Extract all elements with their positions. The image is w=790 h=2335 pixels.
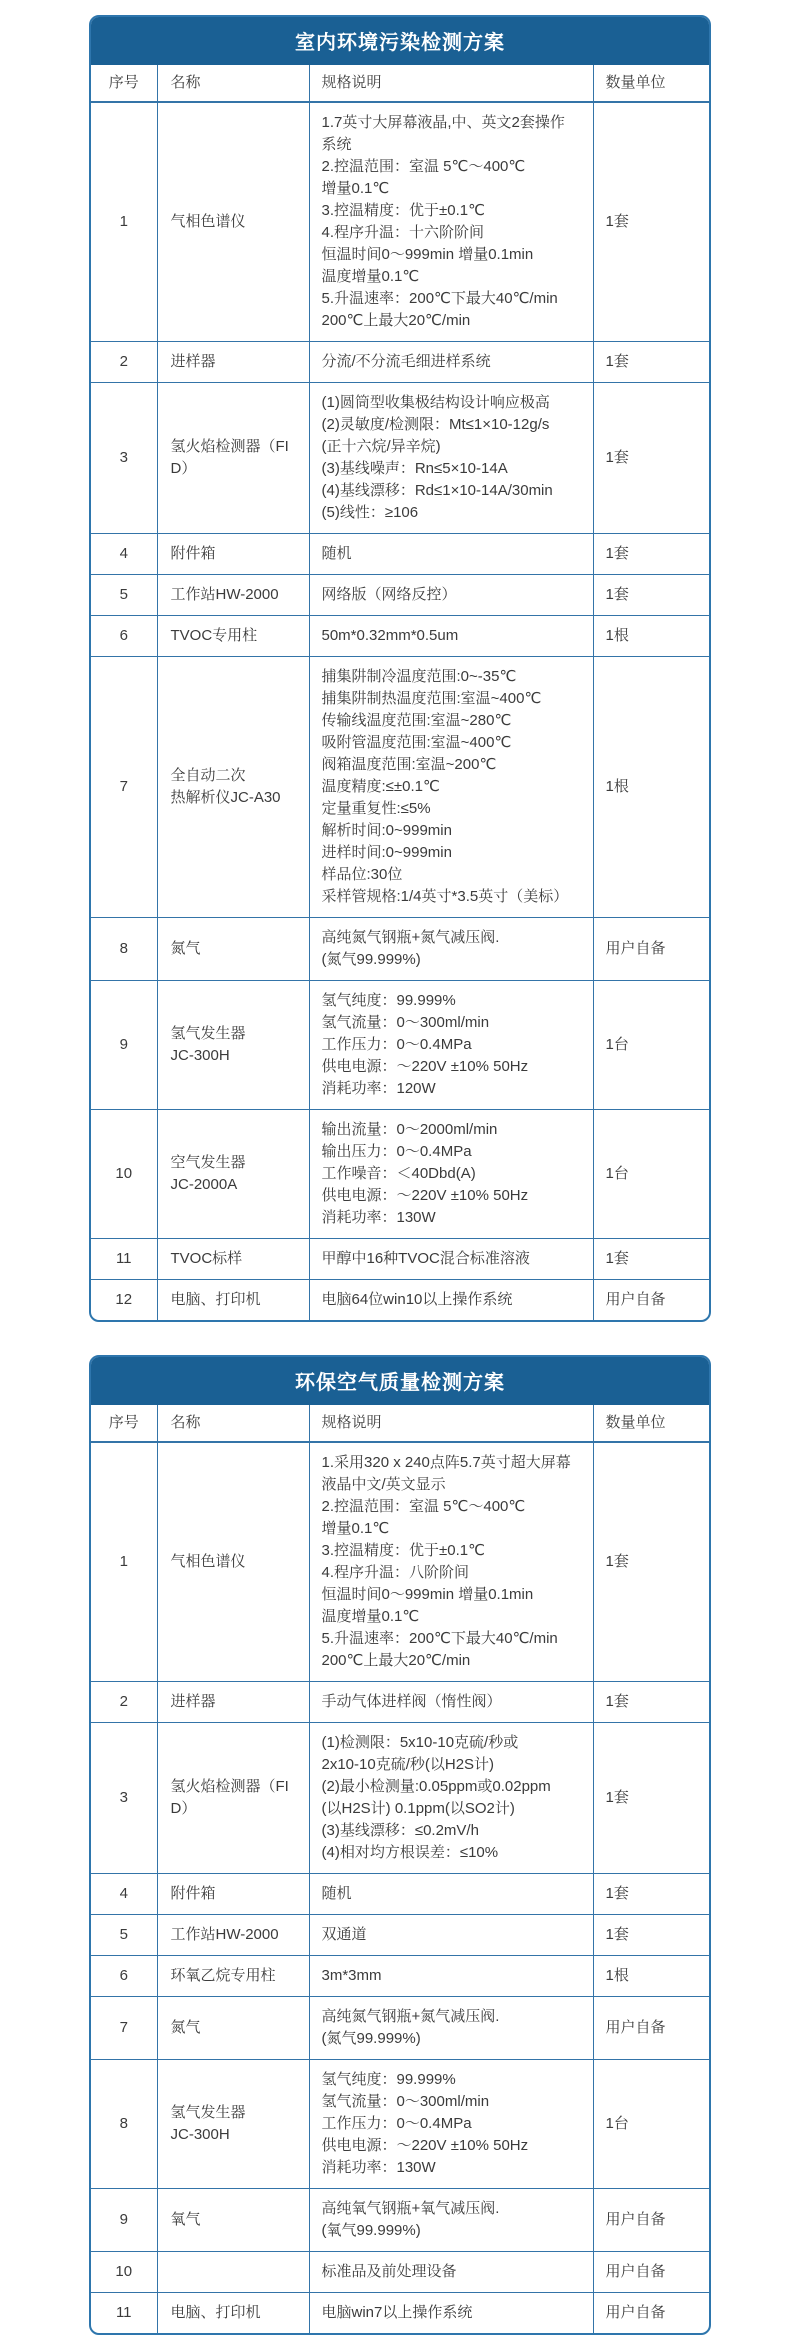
row-number: 9 (91, 981, 157, 1110)
item-spec: 50m*0.32mm*0.5um (309, 616, 593, 657)
row-number: 4 (91, 1874, 157, 1915)
item-quantity: 用户自备 (593, 1997, 709, 2060)
item-name: 氧气 (157, 2189, 309, 2252)
table-row (91, 575, 709, 616)
item-quantity: 用户自备 (593, 918, 709, 981)
item-name: 电脑、打印机 (157, 1280, 309, 1321)
column-header: 数量单位 (593, 65, 709, 102)
table-row (91, 657, 709, 918)
row-number: 8 (91, 918, 157, 981)
item-spec: 标准品及前处理设备 (309, 2252, 593, 2293)
item-spec: 高纯氮气钢瓶+氮气减压阀. (氮气99.999%) (309, 918, 593, 981)
item-name: 氮气 (157, 1997, 309, 2060)
row-number: 9 (91, 2189, 157, 2252)
item-name: TVOC专用柱 (157, 616, 309, 657)
air-quality-table-section (89, 1355, 711, 2335)
item-spec: 分流/不分流毛细进样系统 (309, 342, 593, 383)
table-row (91, 1682, 709, 1723)
header-row (91, 1405, 709, 1442)
row-number: 10 (91, 2252, 157, 2293)
item-quantity: 1套 (593, 1723, 709, 1874)
table-row (91, 981, 709, 1110)
item-name: 进样器 (157, 342, 309, 383)
item-quantity: 1根 (593, 616, 709, 657)
item-spec: 双通道 (309, 1915, 593, 1956)
table-row (91, 1110, 709, 1239)
item-name: 气相色谱仪 (157, 102, 309, 342)
table-row (91, 918, 709, 981)
item-spec: 电脑win7以上操作系统 (309, 2293, 593, 2334)
item-spec: 输出流量：0～2000ml/min 输出压力：0～0.4MPa 工作噪音：＜40Dbd(A) 供电电源：～220V ±10% 50Hz 消耗功率：130W (309, 1110, 593, 1239)
row-number: 12 (91, 1280, 157, 1321)
table-row (91, 1442, 709, 1682)
header-row (91, 65, 709, 102)
item-quantity: 1根 (593, 657, 709, 918)
row-number: 7 (91, 657, 157, 918)
item-name: 电脑、打印机 (157, 2293, 309, 2334)
row-number: 3 (91, 1723, 157, 1874)
row-number: 8 (91, 2060, 157, 2189)
row-number: 6 (91, 1956, 157, 1997)
table-title-air-quality: 环保空气质量检测方案 (91, 1357, 709, 1405)
item-spec: 3m*3mm (309, 1956, 593, 1997)
item-name: 进样器 (157, 1682, 309, 1723)
item-quantity: 1套 (593, 575, 709, 616)
item-quantity: 1套 (593, 1874, 709, 1915)
row-number: 2 (91, 1682, 157, 1723)
row-number: 1 (91, 102, 157, 342)
item-name (157, 2252, 309, 2293)
indoor-pollution-table-section (89, 15, 711, 1322)
item-spec: 手动气体进样阀（惰性阀） (309, 1682, 593, 1723)
item-spec: (1)检测限：5x10-10克硫/秒或 2x10-10克硫/秒(以H2S计) (2)最小检测量:0.05ppm或0.02ppm (以H2S计) 0.1ppm(以SO2计) (3)基线漂移：≤0.2mV/h (4)相对均方根误差：≤10% (309, 1723, 593, 1874)
item-spec: 1.7英寸大屏幕液晶,中、英文2套操作 系统 2.控温范围：室温 5℃～400℃ 增量0.1℃ 3.控温精度：优于±0.1℃ 4.程序升温：十六阶阶间 恒温时间0～999min 增量0.1min 温度增量0.1℃ 5.升温速率：200℃下最大40℃/min 200℃上最大20℃/min (309, 102, 593, 342)
table-row (91, 616, 709, 657)
column-header: 序号 (91, 65, 157, 102)
row-number: 2 (91, 342, 157, 383)
row-number: 6 (91, 616, 157, 657)
row-number: 10 (91, 1110, 157, 1239)
item-name: 空气发生器 JC-2000A (157, 1110, 309, 1239)
item-quantity: 1套 (593, 102, 709, 342)
table-row (91, 1874, 709, 1915)
item-name: 氢火焰检测器（FID） (157, 383, 309, 534)
item-quantity: 1套 (593, 1682, 709, 1723)
item-quantity: 1套 (593, 1915, 709, 1956)
item-spec: 氢气纯度：99.999% 氢气流量：0～300ml/min 工作压力：0～0.4MPa 供电电源：～220V ±10% 50Hz 消耗功率：130W (309, 2060, 593, 2189)
table-row (91, 383, 709, 534)
column-header: 数量单位 (593, 1405, 709, 1442)
table-row (91, 2189, 709, 2252)
table-title-indoor: 室内环境污染检测方案 (91, 17, 709, 65)
column-header: 名称 (157, 65, 309, 102)
item-quantity: 1台 (593, 981, 709, 1110)
item-quantity: 用户自备 (593, 2293, 709, 2334)
item-spec: 随机 (309, 534, 593, 575)
item-name: TVOC标样 (157, 1239, 309, 1280)
item-name: 全自动二次 热解析仪JC-A30 (157, 657, 309, 918)
item-name: 氢气发生器 JC-300H (157, 2060, 309, 2189)
table-row (91, 1915, 709, 1956)
table-row (91, 102, 709, 342)
column-header: 规格说明 (309, 65, 593, 102)
item-quantity: 1套 (593, 342, 709, 383)
item-name: 工作站HW-2000 (157, 575, 309, 616)
item-quantity: 1套 (593, 1239, 709, 1280)
item-quantity: 1根 (593, 1956, 709, 1997)
item-quantity: 1套 (593, 383, 709, 534)
row-number: 5 (91, 1915, 157, 1956)
row-number: 7 (91, 1997, 157, 2060)
item-spec: 网络版（网络反控） (309, 575, 593, 616)
row-number: 11 (91, 1239, 157, 1280)
item-name: 环氧乙烷专用柱 (157, 1956, 309, 1997)
row-number: 3 (91, 383, 157, 534)
table-row (91, 1239, 709, 1280)
spec-table-air-quality (91, 1405, 709, 2333)
item-name: 氢气发生器 JC-300H (157, 981, 309, 1110)
row-number: 11 (91, 2293, 157, 2334)
item-spec: 高纯氮气钢瓶+氮气减压阀. (氮气99.999%) (309, 1997, 593, 2060)
item-spec: 捕集阱制冷温度范围:0~-35℃ 捕集阱制热温度范围:室温~400℃ 传输线温度范围:室温~280℃ 吸附管温度范围:室温~400℃ 阀箱温度范围:室温~200℃ 温度精度:≤±0.1℃ 定量重复性:≤5% 解析时间:0~999min 进样时间:0~999min 样品位:30位 采样管规格:1/4英寸*3.5英寸（美标） (309, 657, 593, 918)
item-spec: 1.采用320 x 240点阵5.7英寸超大屏幕 液晶中文/英文显示 2.控温范围：室温 5℃～400℃ 增量0.1℃ 3.控温精度：优于±0.1℃ 4.程序升温：八阶阶间 恒温时间0～999min 增量0.1min 温度增量0.1℃ 5.升温速率：200℃下最大40℃/min 200℃上最大20℃/min (309, 1442, 593, 1682)
item-quantity: 用户自备 (593, 2252, 709, 2293)
spec-table-indoor (91, 65, 709, 1320)
row-number: 5 (91, 575, 157, 616)
item-name: 附件箱 (157, 534, 309, 575)
column-header: 名称 (157, 1405, 309, 1442)
table-row (91, 342, 709, 383)
item-quantity: 用户自备 (593, 1280, 709, 1321)
item-spec: 电脑64位win10以上操作系统 (309, 1280, 593, 1321)
item-quantity: 1台 (593, 1110, 709, 1239)
table-row (91, 2293, 709, 2334)
item-quantity: 用户自备 (593, 2189, 709, 2252)
table-row (91, 2060, 709, 2189)
item-name: 气相色谱仪 (157, 1442, 309, 1682)
table-row (91, 2252, 709, 2293)
column-header: 规格说明 (309, 1405, 593, 1442)
item-quantity: 1台 (593, 2060, 709, 2189)
table-row (91, 1956, 709, 1997)
item-spec: 甲醇中16种TVOC混合标准溶液 (309, 1239, 593, 1280)
column-header: 序号 (91, 1405, 157, 1442)
item-spec: 氢气纯度：99.999% 氢气流量：0～300ml/min 工作压力：0～0.4MPa 供电电源：～220V ±10% 50Hz 消耗功率：120W (309, 981, 593, 1110)
item-spec: 高纯氧气钢瓶+氧气减压阀. (氧气99.999%) (309, 2189, 593, 2252)
table-row (91, 1723, 709, 1874)
item-spec: 随机 (309, 1874, 593, 1915)
table-row (91, 1280, 709, 1321)
row-number: 4 (91, 534, 157, 575)
item-name: 附件箱 (157, 1874, 309, 1915)
item-spec: (1)圆筒型收集极结构设计响应极高 (2)灵敏度/检测限：Mt≤1×10-12g/s (正十六烷/异辛烷) (3)基线噪声：Rn≤5×10-14A (4)基线漂移：Rd≤1×10-14A/30min (5)线性：≥106 (309, 383, 593, 534)
item-quantity: 1套 (593, 1442, 709, 1682)
item-name: 氮气 (157, 918, 309, 981)
row-number: 1 (91, 1442, 157, 1682)
item-quantity: 1套 (593, 534, 709, 575)
item-name: 氢火焰检测器（FID） (157, 1723, 309, 1874)
item-name: 工作站HW-2000 (157, 1915, 309, 1956)
table-row (91, 534, 709, 575)
table-row (91, 1997, 709, 2060)
